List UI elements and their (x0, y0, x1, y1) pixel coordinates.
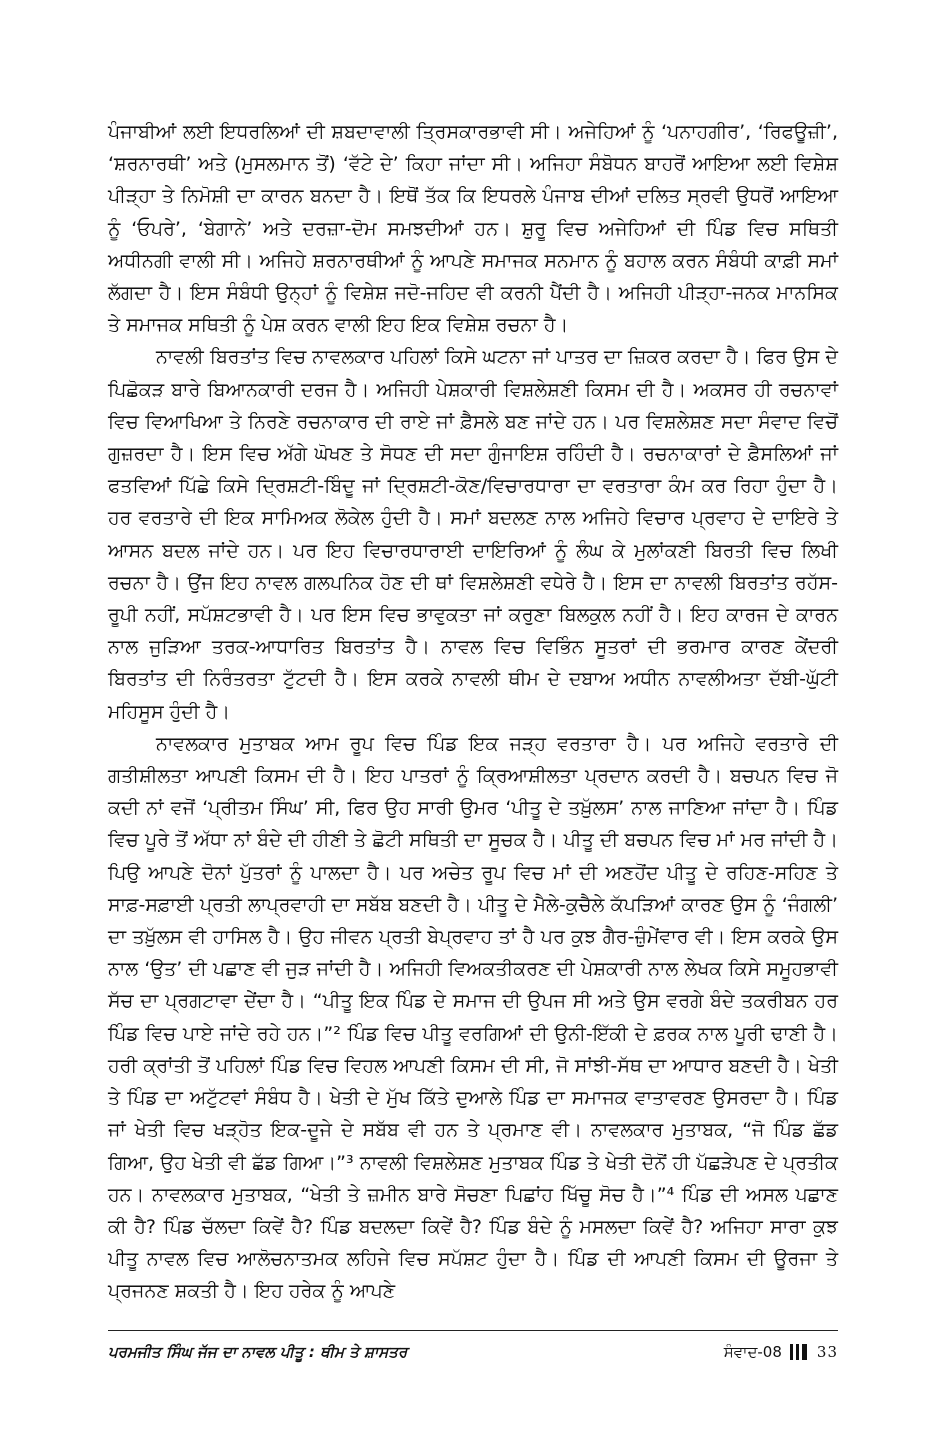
footer-right (724, 1340, 838, 1364)
paragraph-1: ਪੰਜਾਬੀਆਂ ਲਈ ਇਧਰਲਿਆਂ ਦੀ ਸ਼ਬਦਾਵਾਲੀ ਤ੍ਰਿਸਕਾਰਭਾਵੀ ਸੀ। ਅਜੇਹਿਆਂ ਨੂੰ ‘ਪਨਾਹਗੀਰ’, ‘ਰਿਫਊਜ਼ੀ’, ‘ਸ਼ਰਨਾਰਥੀ’ ਅਤੇ (ਮੁਸਲਮਾਨ ਤੋਂ) ‘ਵੱਟੇ ਦੇ’ ਕਿਹਾ ਜਾਂਦਾ ਸੀ। ਅਜਿਹਾ ਸੰਬੋਧਨ ਬਾਹਰੋਂ ਆਇਆ ਲਈ ਵਿਸ਼ੇਸ਼ ਪੀੜ੍ਹਾ ਤੇ ਨਿਮੋਸ਼ੀ ਦਾ ਕਾਰਨ ਬਨਦਾ ਹੈ। ਇਥੋਂ ਤੱਕ ਕਿ ਇਧਰਲੇ ਪੰਜਾਬ ਦੀਆਂ ਦਲਿਤ ਸ੍ਰਵੀ ਉਧਰੋਂ ਆਇਆ ਨੂੰ ‘ਓਪਰੇ’, ‘ਬੇਗਾਨੇ’ ਅਤੇ ਦਰਜ਼ਾ-ਦੋਮ ਸਮਝਦੀਆਂ ਹਨ। ਸ਼ੁਰੂ ਵਿਚ ਅਜੇਹਿਆਂ ਦੀ ਪਿੰਡ ਵਿਚ ਸਥਿਤੀ ਅਧੀਨਗੀ ਵਾਲੀ ਸੀ। ਅਜਿਹੇ ਸ਼ਰਨਾਰਥੀਆਂ ਨੂੰ ਆਪਣੇ ਸਮਾਜਕ ਸਨਮਾਨ ਨੂੰ ਬਹਾਲ ਕਰਨ ਸੰਬੰਧੀ ਕਾਫ਼ੀ ਸਮਾਂ ਲੱਗਦਾ ਹੈ। ਇਸ ਸੰਬੰਧੀ ਉਨ੍ਹਾਂ ਨੂੰ ਵਿਸ਼ੇਸ਼ ਜਦੋ-ਜਹਿਦ ਵੀ ਕਰਨੀ ਪੈਂਦੀ ਹੈ। ਅਜਿਹੀ ਪੀੜ੍ਹਾ-ਜਨਕ ਮਾਨਸਿਕ ਤੇ ਸਮਾਜਕ ਸਥਿਤੀ ਨੂੰ ਪੇਸ਼ ਕਰਨ ਵਾਲੀ ਇਹ ਇਕ ਵਿਸ਼ੇਸ਼ ਰਚਨਾ ਹੈ। (108, 121, 838, 337)
running-title: ਪਰਮਜੀਤ ਸਿੰਘ ਜੱਜ ਦਾ ਨਾਵਲ ਪੀਤੂ : ਥੀਮ ਤੇ ਸ਼ਾਸਤਰ (108, 1343, 408, 1361)
bars-icon (790, 1344, 807, 1360)
body-text (108, 116, 838, 1308)
footer-rule (108, 1330, 838, 1331)
journal-name: ਸੰਵਾਦ-08 (723, 1343, 782, 1361)
page-footer (108, 1340, 838, 1364)
page-number: 33 (816, 1343, 838, 1361)
paragraph-2: ਨਾਵਲੀ ਬਿਰਤਾਂਤ ਵਿਚ ਨਾਵਲਕਾਰ ਪਹਿਲਾਂ ਕਿਸੇ ਘਟਨਾ ਜਾਂ ਪਾਤਰ ਦਾ ਜ਼ਿਕਰ ਕਰਦਾ ਹੈ। ਫਿਰ ਉਸ ਦੇ ਪਿਛੋਕੜ ਬਾਰੇ ਬਿਆਨਕਾਰੀ ਦਰਜ ਹੈ। ਅਜਿਹੀ ਪੇਸ਼ਕਾਰੀ ਵਿਸ਼ਲੇਸ਼ਣੀ ਕਿਸਮ ਦੀ ਹੈ। ਅਕਸਰ ਹੀ ਰਚਨਾਵਾਂ ਵਿਚ ਵਿਆਖਿਆ ਤੇ ਨਿਰਣੇ ਰਚਨਾਕਾਰ ਦੀ ਰਾਏ ਜਾਂ ਫ਼ੈਸਲੇ ਬਣ ਜਾਂਦੇ ਹਨ। ਪਰ ਵਿਸ਼ਲੇਸ਼ਣ ਸਦਾ ਸੰਵਾਦ ਵਿਚੋਂ ਗੁਜ਼ਰਦਾ ਹੈ। ਇਸ ਵਿਚ ਅੱਗੇ ਘੋਖਣ ਤੇ ਸੋਧਣ ਦੀ ਸਦਾ ਗੁੰਜਾਇਸ਼ ਰਹਿੰਦੀ ਹੈ। ਰਚਨਾਕਾਰਾਂ ਦੇ ਫ਼ੈਸਲਿਆਂ ਜਾਂ ਫਤਵਿਆਂ ਪਿੱਛੇ ਕਿਸੇ ਦ੍ਰਿਸ਼ਟੀ-ਬਿੰਦੂ ਜਾਂ ਦ੍ਰਿਸ਼ਟੀ-ਕੋਣ/ਵਿਚਾਰਧਾਰਾ ਦਾ ਵਰਤਾਰਾ ਕੰਮ ਕਰ ਰਿਹਾ ਹੁੰਦਾ ਹੈ। ਹਰ ਵਰਤਾਰੇ ਦੀ ਇਕ ਸਾਮਿਅਕ ਲੋਕੇਲ ਹੁੰਦੀ ਹੈ। ਸਮਾਂ ਬਦਲਣ ਨਾਲ ਅਜਿਹੇ ਵਿਚਾਰ ਪ੍ਰਵਾਹ ਦੇ ਦਾਇਰੇ ਤੇ ਆਸਨ ਬਦਲ ਜਾਂਦੇ ਹਨ। ਪਰ ਇਹ ਵਿਚਾਰਧਾਰਾਈ ਦਾਇਰਿਆਂ ਨੂੰ ਲੰਘ ਕੇ ਮੁਲਾਂਕਣੀ ਬਿਰਤੀ ਵਿਚ ਲਿਖੀ ਰਚਨਾ ਹੈ। ਉਂਜ ਇਹ ਨਾਵਲ ਗਲਪਨਿਕ ਹੋਣ ਦੀ ਥਾਂ ਵਿਸ਼ਲੇਸ਼ਣੀ ਵਧੇਰੇ ਹੈ। ਇਸ ਦਾ ਨਾਵਲੀ ਬਿਰਤਾਂਤ ਰਹੱਸ-ਰੂਪੀ ਨਹੀਂ, ਸਪੱਸ਼ਟਭਾਵੀ ਹੈ। ਪਰ ਇਸ ਵਿਚ ਭਾਵੁਕਤਾ ਜਾਂ ਕਰੁਣਾ ਬਿਲਕੁਲ ਨਹੀਂ ਹੈ। ਇਹ ਕਾਰਜ ਦੇ ਕਾਰਨ ਨਾਲ ਜੁੜਿਆ ਤਰਕ-ਆਧਾਰਿਤ ਬਿਰਤਾਂਤ ਹੈ। ਨਾਵਲ ਵਿਚ ਵਿਭਿੰਨ ਸੂਤਰਾਂ ਦੀ ਭਰਮਾਰ ਕਾਰਣ ਕੇਂਦਰੀ ਬਿਰਤਾਂਤ ਦੀ ਨਿਰੰਤਰਤਾ ਟੁੱਟਦੀ ਹੈ। ਇਸ ਕਰਕੇ ਨਾਵਲੀ ਥੀਮ ਦੇ ਦਬਾਅ ਅਧੀਨ ਨਾਵਲੀਅਤਾ ਦੱਬੀ-ਘੁੱਟੀ ਮਹਿਸੂਸ ਹੁੰਦੀ ਹੈ। (108, 346, 838, 723)
paragraph-3: ਨਾਵਲਕਾਰ ਮੁਤਾਬਕ ਆਮ ਰੂਪ ਵਿਚ ਪਿੰਡ ਇਕ ਜੜ੍ਹ ਵਰਤਾਰਾ ਹੈ। ਪਰ ਅਜਿਹੇ ਵਰਤਾਰੇ ਦੀ ਗਤੀਸ਼ੀਲਤਾ ਆਪਣੀ ਕਿਸਮ ਦੀ ਹੈ। ਇਹ ਪਾਤਰਾਂ ਨੂੰ ਕ੍ਰਿਆਸ਼ੀਲਤਾ ਪ੍ਰਦਾਨ ਕਰਦੀ ਹੈ। ਬਚਪਨ ਵਿਚ ਜੋ ਕਦੀ ਨਾਂ ਵਜੋਂ ‘ਪ੍ਰੀਤਮ ਸਿੰਘ’ ਸੀ, ਫਿਰ ਉਹ ਸਾਰੀ ਉਮਰ ‘ਪੀਤੂ ਦੇ ਤਖ਼ੁੱਲਸ’ ਨਾਲ ਜਾਣਿਆ ਜਾਂਦਾ ਹੈ। ਪਿੰਡ ਵਿਚ ਪੂਰੇ ਤੋਂ ਅੱਧਾ ਨਾਂ ਬੰਦੇ ਦੀ ਹੀਣੀ ਤੇ ਛੋਟੀ ਸਥਿਤੀ ਦਾ ਸੂਚਕ ਹੈ। ਪੀਤੂ ਦੀ ਬਚਪਨ ਵਿਚ ਮਾਂ ਮਰ ਜਾਂਦੀ ਹੈ। ਪਿਉ ਆਪਣੇ ਦੋਨਾਂ ਪੁੱਤਰਾਂ ਨੂੰ ਪਾਲਦਾ ਹੈ। ਪਰ ਅਚੇਤ ਰੂਪ ਵਿਚ ਮਾਂ ਦੀ ਅਣਹੋਂਦ ਪੀਤੂ ਦੇ ਰਹਿਣ-ਸਹਿਣ ਤੇ ਸਾਫ਼-ਸਫ਼ਾਈ ਪ੍ਰਤੀ ਲਾਪ੍ਰਵਾਹੀ ਦਾ ਸਬੱਬ ਬਣਦੀ ਹੈ। ਪੀਤੂ ਦੇ ਮੈਲੇ-ਕੁਚੈਲੇ ਕੱਪੜਿਆਂ ਕਾਰਣ ਉਸ ਨੂੰ ‘ਜੰਗਲੀ’ ਦਾ ਤਖ਼ੁੱਲਸ ਵੀ ਹਾਸਿਲ ਹੈ। ਉਹ ਜੀਵਨ ਪ੍ਰਤੀ ਬੇਪ੍ਰਵਾਹ ਤਾਂ ਹੈ ਪਰ ਕੁਝ ਗੈਰ-ਜ਼ੁੰਮੇਂਵਾਰ ਵੀ। ਇਸ ਕਰਕੇ ਉਸ ਨਾਲ ‘ਉਤ’ ਦੀ ਪਛਾਣ ਵੀ ਜੁੜ ਜਾਂਦੀ ਹੈ। ਅਜਿਹੀ ਵਿਅਕਤੀਕਰਣ ਦੀ ਪੇਸ਼ਕਾਰੀ ਨਾਲ ਲੇਖਕ ਕਿਸੇ ਸਮੂਹਭਾਵੀ ਸੱਚ ਦਾ ਪ੍ਰਗਟਾਵਾ ਦੇਂਦਾ ਹੈ। “ਪੀਤੂ ਇਕ ਪਿੰਡ ਦੇ ਸਮਾਜ ਦੀ ਉਪਜ ਸੀ ਅਤੇ ਉਸ ਵਰਗੇ ਬੰਦੇ ਤਕਰੀਬਨ ਹਰ ਪਿੰਡ ਵਿਚ ਪਾਏ ਜਾਂਦੇ ਰਹੇ ਹਨ।”² ਪਿੰਡ ਵਿਚ ਪੀਤੂ ਵਰਗਿਆਂ ਦੀ ਉਨੀ-ਇੱਕੀ ਦੇ ਫ਼ਰਕ ਨਾਲ ਪੂਰੀ ਢਾਣੀ ਹੈ। ਹਰੀ ਕ੍ਰਾਂਤੀ ਤੋਂ ਪਹਿਲਾਂ ਪਿੰਡ ਵਿਚ ਵਿਹਲ ਆਪਣੀ ਕਿਸਮ ਦੀ ਸੀ, ਜੋ ਸਾਂਝੀ-ਸੱਥ ਦਾ ਆਧਾਰ ਬਣਦੀ ਹੈ। ਖੇਤੀ ਤੇ ਪਿੰਡ ਦਾ ਅਟੁੱਟਵਾਂ ਸੰਬੰਧ ਹੈ। ਖੇਤੀ ਦੇ ਮੁੱਖ ਕਿੱਤੇ ਦੁਆਲੇ ਪਿੰਡ ਦਾ ਸਮਾਜਕ ਵਾਤਾਵਰਣ ਉਸਰਦਾ ਹੈ। ਪਿੰਡ ਜਾਂ ਖੇਤੀ ਵਿਚ ਖੜ੍ਹੋਤ ਇਕ-ਦੂਜੇ ਦੇ ਸਬੱਬ ਵੀ ਹਨ ਤੇ ਪ੍ਰਮਾਣ ਵੀ। ਨਾਵਲਕਾਰ ਮੁਤਾਬਕ, “ਜੋ ਪਿੰਡ ਛੱਡ ਗਿਆ, ਉਹ ਖੇਤੀ ਵੀ ਛੱਡ ਗਿਆ।”³ ਨਾਵਲੀ ਵਿਸ਼ਲੇਸ਼ਣ ਮੁਤਾਬਕ ਪਿੰਡ ਤੇ ਖੇਤੀ ਦੋਨੋਂ ਹੀ ਪੱਛੜੇਪਣ ਦੇ ਪ੍ਰਤੀਕ ਹਨ। ਨਾਵਲਕਾਰ ਮੁਤਾਬਕ, “ਖੇਤੀ ਤੇ ਜ਼ਮੀਨ ਬਾਰੇ ਸੋਚਣਾ ਪਿਛਾਂਹ ਖਿੱਚੂ ਸੋਚ ਹੈ।”⁴ ਪਿੰਡ ਦੀ ਅਸਲ ਪਛਾਣ ਕੀ ਹੈ? ਪਿੰਡ ਚੱਲਦਾ ਕਿਵੇਂ ਹੈ? ਪਿੰਡ ਬਦਲਦਾ ਕਿਵੇਂ ਹੈ? ਪਿੰਡ ਬੰਦੇ ਨੂੰ ਮਸਲਦਾ ਕਿਵੇਂ ਹੈ? ਅਜਿਹਾ ਸਾਰਾ ਕੁਝ ਪੀਤੂ ਨਾਵਲ ਵਿਚ ਆਲੋਚਨਾਤਮਕ ਲਹਿਜੇ ਵਿਚ ਸਪੱਸ਼ਟ ਹੁੰਦਾ ਹੈ। ਪਿੰਡ ਦੀ ਆਪਣੀ ਕਿਸਮ ਦੀ ਊਰਜਾ ਤੇ ਪ੍ਰਜਨਣ ਸ਼ਕਤੀ ਹੈ। ਇਹ ਹਰੇਕ ਨੂੰ ਆਪਣੇ (108, 732, 839, 1303)
